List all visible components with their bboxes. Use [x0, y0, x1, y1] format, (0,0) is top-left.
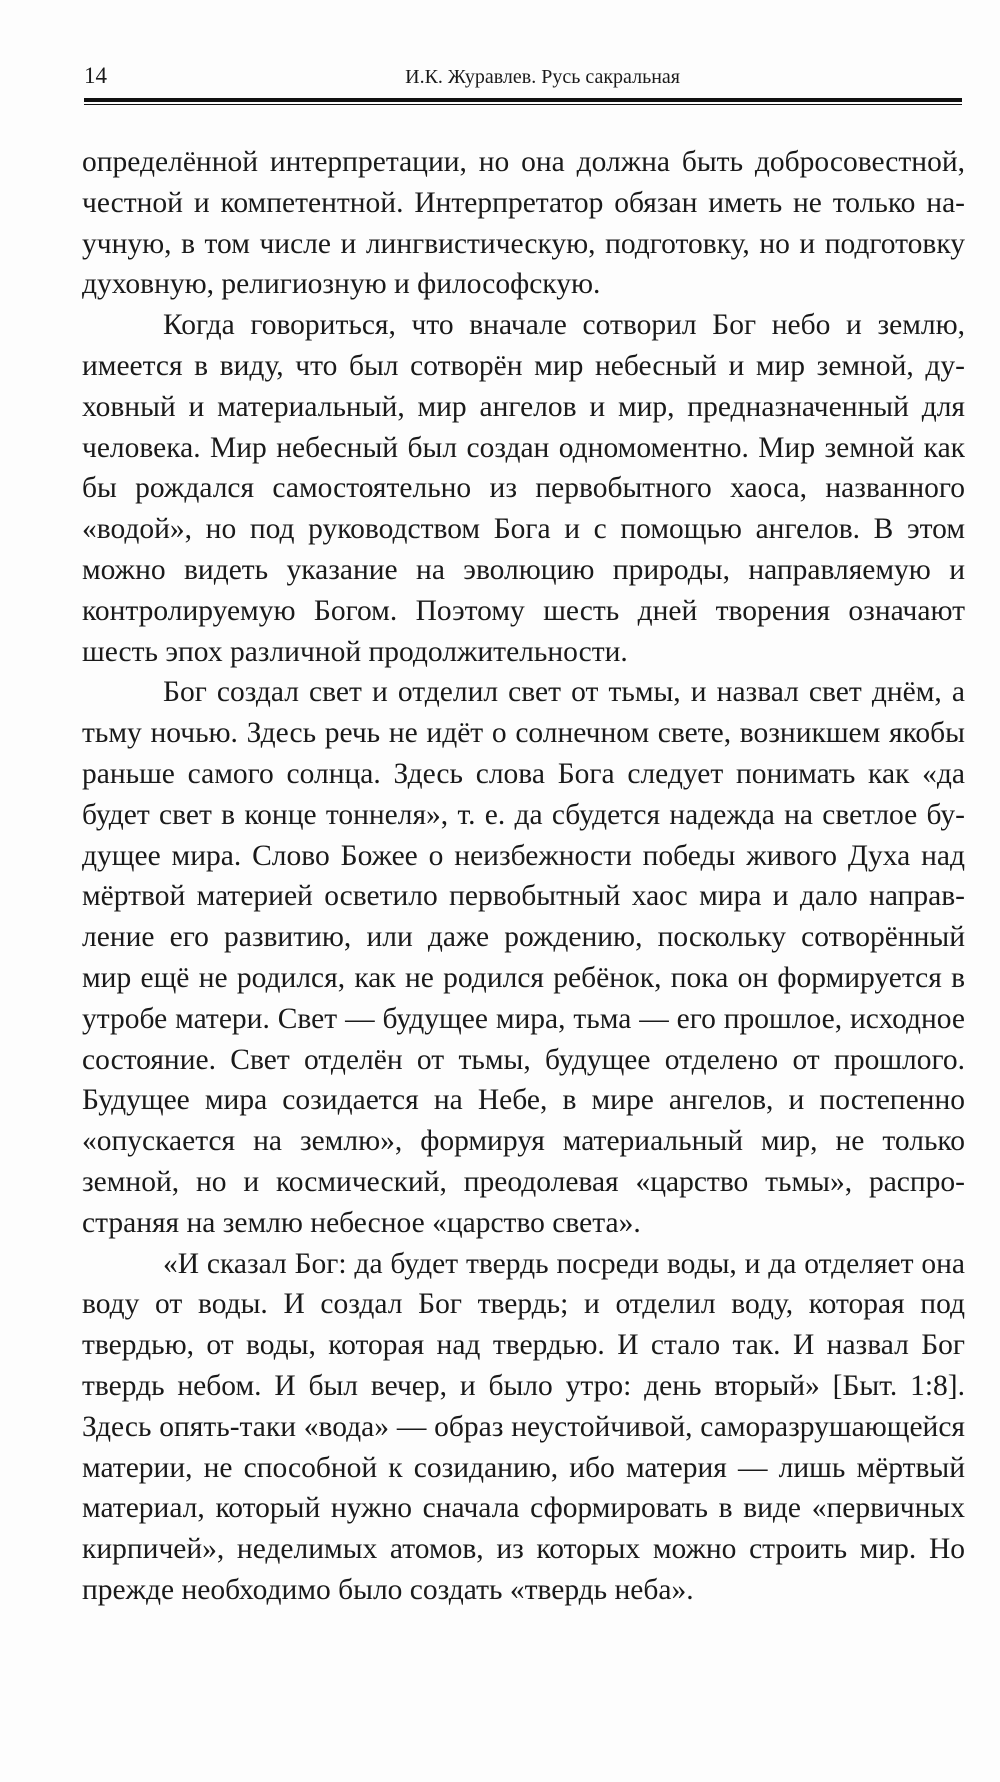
page-number: 14	[84, 63, 107, 88]
paragraph: определённой интерпретации, но она должна быть добросовестной, честной и компетентной. Интерпретатор обязан иметь не только научную, в том числе и лингвистическую, подготовку, но и подготовку духовную, религиозную и философскую.	[82, 146, 965, 301]
header-rule-thick	[84, 98, 962, 102]
running-title: И.К. Журавлев. Русь сакральная	[405, 66, 680, 88]
paragraph: Когда говориться, что вначале сотворил Бог небо и землю, имеется в виду, что был сотворён мир небесный и мир земной, духовный и материальный, мир ангелов и мир, предназначенный для человека. Мир небесный был создан одномоментно. Мир земной как бы рождался самостоятельно из первобытного хаоса, названного «водой», но под руководством Бога и с помощью ангелов. В этом можно видеть указание на эволюцию природы, направляемую и контролируемую Богом. Поэтому шесть дней творения означают шесть эпох различной продолжительности.	[82, 309, 965, 668]
page-header	[84, 58, 962, 94]
paragraph: Бог создал свет и отделил свет от тьмы, и назвал свет днём, а тьму ночью. Здесь речь не идёт о солнечном свете, возникшем якобы раньше самого солнца. Здесь слова Бога следует понимать как «да будет свет в конце тоннеля», т. е. да сбудется надежда на светлое будущее мира. Слово Божее о неизбежности победы живого Духа над мёртвой материей осветило первобытный хаос мира и дало направление его развитию, или даже рождению, поскольку сотворённый мир ещё не родился, как не родился ребёнок, пока он формируется в утробе матери. Свет — будущее мира, тьма — его прошлое, исходное состояние. Свет отделён от тьмы, будущее отделено от прошлого. Будущее мира созидается на Небе, в мире ангелов, и постепенно «опускается на землю», формируя материальный мир, не только земной, но и космический, преодолевая «царство тьмы», распространяя на землю небесное «царство света».	[82, 676, 965, 1239]
body-text	[82, 142, 965, 1611]
header-rule-thin	[84, 104, 962, 105]
paragraph: «И сказал Бог: да будет твердь посреди воды, и да отделяет она воду от воды. И создал Бог твердь; и отделил воду, которая под твердью, от воды, которая над твердью. И стало так. И назвал Бог твердь небом. И был вечер, и было утро: день вторый» [Быт. 1:8]. Здесь опять-таки «вода» — образ неустойчивой, саморазрушающейся материи, не способной к созиданию, ибо материя — лишь мёртвый материал, который нужно сначала сформировать в виде «первичных кирпичей», неделимых атомов, из которых можно строить мир. Но прежде необходимо было создать «твердь неба».	[82, 1247, 965, 1606]
